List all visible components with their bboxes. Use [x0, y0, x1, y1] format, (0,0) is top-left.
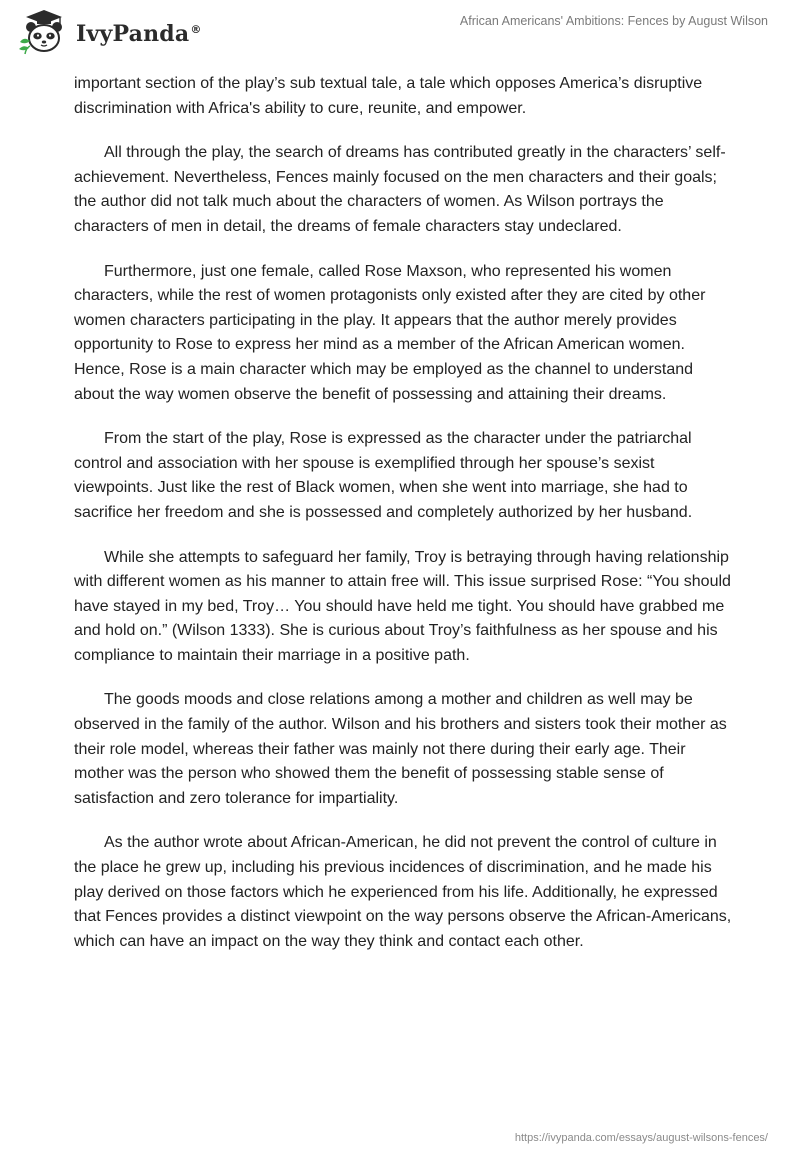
- page-header: [0, 0, 800, 64]
- paragraph: Furthermore, just one female, called Rose Maxson, who represented his women characters, while the rest of women protagonists only existed after they are cited by other women characters participating in the play. It appears that the author merely provides opportunity to Rose to express her mind as a member of the African American women. Hence, Rose is a main character which may be employed as the channel to understand about the way women observe the benefit of possessing and attaining their dreams.: [74, 262, 706, 403]
- essay-body: [74, 72, 734, 974]
- brand-logo[interactable]: [16, 8, 202, 58]
- paragraph: All through the play, the search of dreams has contributed greatly in the characters’ self-achievement. Nevertheless, Fences mainly focused on the men characters and their goals; the author did not talk much about the characters of women. As Wilson portrays the characters of men in detail, the dreams of female characters stay undeclared.: [74, 144, 726, 235]
- paragraph: While she attempts to safeguard her family, Troy is betraying through having relationship with different women as his manner to attain free will. This issue surprised Rose: “You should have stayed in my bed, Troy… You should have held me tight. You should have grabbed me and hold on.” (Wilson 1333). She is curious about Troy’s faithfulness as her spouse and his compliance to maintain their marriage in a positive path.: [74, 548, 731, 664]
- source-url[interactable]: https://ivypanda.com/essays/august-wilsons-fences/: [514, 1132, 768, 1144]
- paragraph: As the author wrote about African-American, he did not prevent the control of culture in the place he grew up, including his previous incidences of discrimination, and he made his play derived on those factors which he experienced from his life. Additionally, he expressed that Fences provides a distinct viewpoint on the way persons observe the African-Americans, which can have an impact on the way they think and contact each other.: [74, 834, 732, 950]
- document-title: African Americans' Ambitions: Fences by August Wilson: [459, 14, 768, 28]
- panda-graduate-logo-icon: [16, 8, 72, 58]
- registered-mark: ®: [190, 22, 202, 36]
- paragraph: The goods moods and close relations among a mother and children as well may be observed in the family of the author. Wilson and his brothers and sisters took their mother as their role model, whereas their father was mainly not there during their early age. Their mother was the person who showed them the benefit of possessing stable sense of satisfaction and zero tolerance for impartiality.: [74, 691, 727, 807]
- paragraph-continued: important section of the play’s sub textual tale, a tale which opposes America’s disruptive discrimination with Africa's ability to cure, reunite, and empower.: [74, 75, 703, 117]
- paragraph: From the start of the play, Rose is expressed as the character under the patriarchal control and association with her spouse is exemplified through her spouse’s sexist viewpoints. Just like the rest of Black women, when she went into marriage, she had to sacrifice her freedom and she is possessed and completely authorized by her husband.: [74, 430, 693, 521]
- brand-name: IvyPanda®: [76, 21, 202, 47]
